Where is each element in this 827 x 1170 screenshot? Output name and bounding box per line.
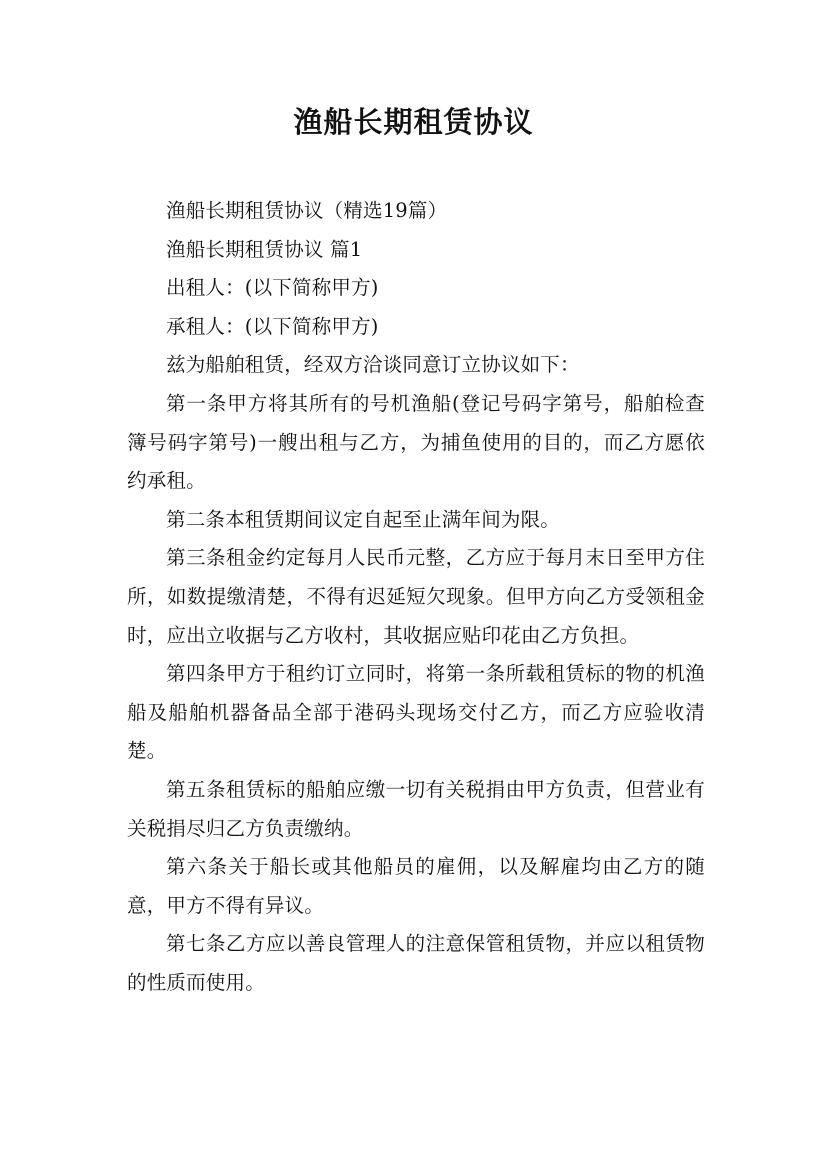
- paragraph-article-7: 第七条乙方应以善良管理人的注意保管租赁物，并应以租赁物的性质而使用。: [127, 932, 705, 994]
- paragraph-preamble: 兹为船舶租赁，经双方洽谈同意订立协议如下：: [166, 353, 580, 377]
- paragraph-lessor: 出租人：(以下简称甲方): [166, 276, 379, 300]
- paragraph-article-6: 第六条关于船长或其他船员的雇佣，以及解雇均由乙方的随意，甲方不得有异议。: [127, 855, 705, 917]
- paragraph-article-2: 第二条本租赁期间议定自起至止满年间为限。: [166, 507, 561, 531]
- paragraph-article-3: 第三条租金约定每月人民币元整，乙方应于每月末日至甲方住所，如数提缴清楚，不得有迟延短欠现象。但甲方向乙方受领租金时，应出立收据与乙方收村，其收据应贴印花由乙方负担。: [127, 546, 705, 647]
- document-title: 渔船长期租赁协议: [293, 105, 534, 139]
- paragraph-section-heading: 渔船长期租赁协议 篇1: [166, 237, 363, 261]
- paragraph-subtitle: 渔船长期租赁协议（精选19篇）: [166, 199, 448, 222]
- document-body: [127, 192, 705, 1002]
- paragraph-article-1: 第一条甲方将其所有的号机渔船(登记号码字第号，船舶检查簿号码字第号)一艘出租与乙方，为捕鱼使用的目的，而乙方愿依约承租。: [127, 391, 705, 493]
- paragraph-lessee: 承租人：(以下简称甲方): [166, 314, 379, 338]
- paragraph-article-4: 第四条甲方于租约订立同时，将第一条所载租赁标的物的机渔船及船舶机器备品全部于港码头现场交付乙方，而乙方应验收清楚。: [127, 662, 705, 763]
- paragraph-article-5: 第五条租赁标的船舶应缴一切有关税捐由甲方负责，但营业有关税捐尽归乙方负责缴纳。: [127, 777, 705, 840]
